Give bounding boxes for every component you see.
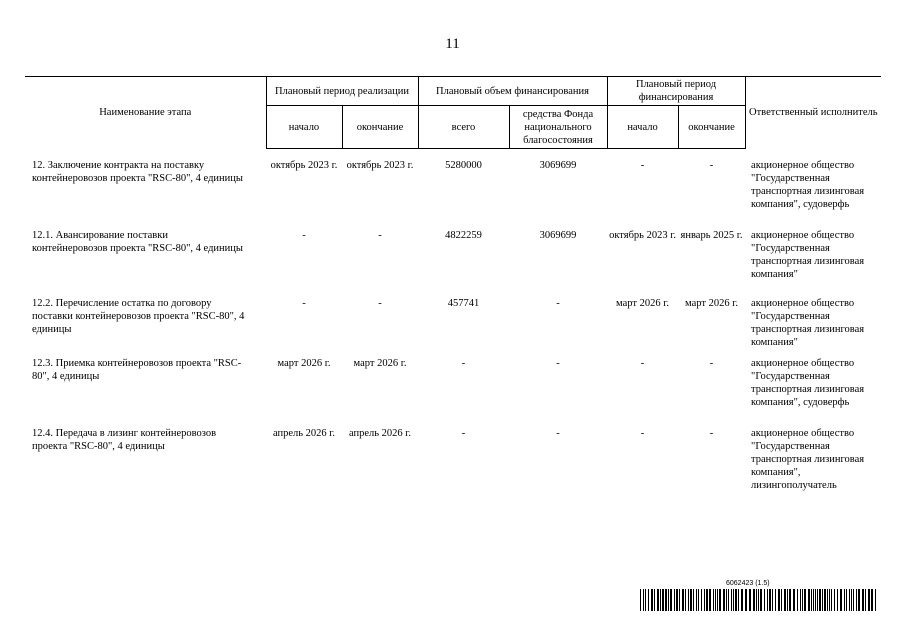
responsible-cell: акционерное общество "Государственная транспортная лизинговая компания" bbox=[751, 230, 865, 280]
page-number: 11 bbox=[445, 36, 460, 52]
table-row bbox=[25, 149, 881, 230]
total-cell: 5280000 bbox=[445, 160, 482, 171]
header-implementation-period: Плановый период реализации bbox=[266, 77, 418, 106]
total-cell: 4822259 bbox=[445, 230, 482, 241]
stage-name-cell: 12.2. Перечисление остатка по договору поставки контейнеровозов проекта "RSC-80", 4 единицы bbox=[32, 298, 245, 335]
impl-end-cell: - bbox=[378, 230, 382, 241]
fund-cell: 3069699 bbox=[539, 230, 577, 241]
document-stamp-code: 6062423 (1.5) bbox=[726, 580, 770, 587]
fin-end-cell: - bbox=[709, 358, 714, 369]
responsible-cell: акционерное общество "Государственная транспортная лизинговая компания", судоверфь bbox=[751, 159, 865, 210]
stage-name-cell: 12.1. Авансирование поставки контейнеровозов проекта "RSC-80", 4 единицы bbox=[32, 230, 243, 254]
fin-end-cell: январь 2025 г. bbox=[680, 230, 743, 241]
total-cell: 457741 bbox=[447, 298, 480, 309]
fin-start-cell: март 2026 г. bbox=[616, 298, 669, 309]
impl-start-cell: октябрь 2023 г. bbox=[270, 160, 338, 171]
stage-name-cell: 12.3. Приемка контейнеровозов проекта "RSC-80", 4 единицы bbox=[32, 358, 242, 382]
header-impl-end: окончание bbox=[342, 106, 418, 149]
barcode bbox=[640, 589, 880, 611]
fund-cell: - bbox=[556, 298, 560, 309]
header-stage-name: Наименование этапа bbox=[25, 77, 266, 149]
header-financing-volume: Плановый объем финансирования bbox=[418, 77, 607, 106]
header-fin-end: окончание bbox=[678, 106, 745, 149]
responsible-cell: акционерное общество "Государственная транспортная лизинговая компания", судоверфь bbox=[751, 358, 865, 408]
table-row bbox=[25, 357, 881, 427]
fund-cell: - bbox=[556, 428, 560, 439]
fund-cell: - bbox=[556, 358, 560, 369]
total-cell: - bbox=[461, 358, 466, 369]
stage-name-cell: 12.4. Передача в лизинг контейнеровозов проекта "RSC-80", 4 единицы bbox=[32, 428, 217, 452]
fin-end-cell: - bbox=[709, 160, 714, 171]
impl-start-cell: март 2026 г. bbox=[277, 358, 331, 369]
header-fund-means: средства Фонда национального благосостояния bbox=[509, 106, 607, 149]
fin-start-cell: - bbox=[640, 160, 645, 171]
stage-name-cell: 12. Заключение контракта на поставку контейнеровозов проекта "RSC-80", 4 единицы bbox=[32, 159, 243, 184]
header-responsible: Ответственный исполнитель bbox=[745, 77, 881, 149]
table-row bbox=[25, 297, 881, 357]
table-row bbox=[25, 229, 881, 297]
stage-schedule-table bbox=[25, 76, 881, 507]
impl-start-cell: - bbox=[302, 230, 306, 241]
impl-start-cell: - bbox=[302, 298, 306, 309]
header-impl-start: начало bbox=[266, 106, 342, 149]
impl-end-cell: октябрь 2023 г. bbox=[346, 160, 414, 171]
impl-end-cell: март 2026 г. bbox=[353, 358, 407, 369]
impl-start-cell: апрель 2026 г. bbox=[272, 428, 336, 439]
impl-end-cell: - bbox=[378, 298, 382, 309]
responsible-cell: акционерное общество "Государственная транспортная лизинговая компания" bbox=[751, 298, 865, 348]
header-total: всего bbox=[418, 106, 509, 149]
header-financing-period: Плановый период финансирования bbox=[607, 77, 745, 106]
fund-cell: 3069699 bbox=[539, 160, 577, 171]
fin-start-cell: - bbox=[640, 428, 645, 439]
table-row bbox=[25, 427, 881, 507]
impl-end-cell: апрель 2026 г. bbox=[348, 428, 412, 439]
fin-end-cell: март 2026 г. bbox=[685, 298, 738, 309]
total-cell: - bbox=[461, 428, 466, 439]
responsible-cell: акционерное общество "Государственная транспортная лизинговая компания", лизингополучатель bbox=[751, 428, 865, 491]
header-fin-start: начало bbox=[607, 106, 678, 149]
fin-start-cell: октябрь 2023 г. bbox=[609, 230, 676, 241]
fin-start-cell: - bbox=[640, 358, 645, 369]
fin-end-cell: - bbox=[709, 428, 714, 439]
